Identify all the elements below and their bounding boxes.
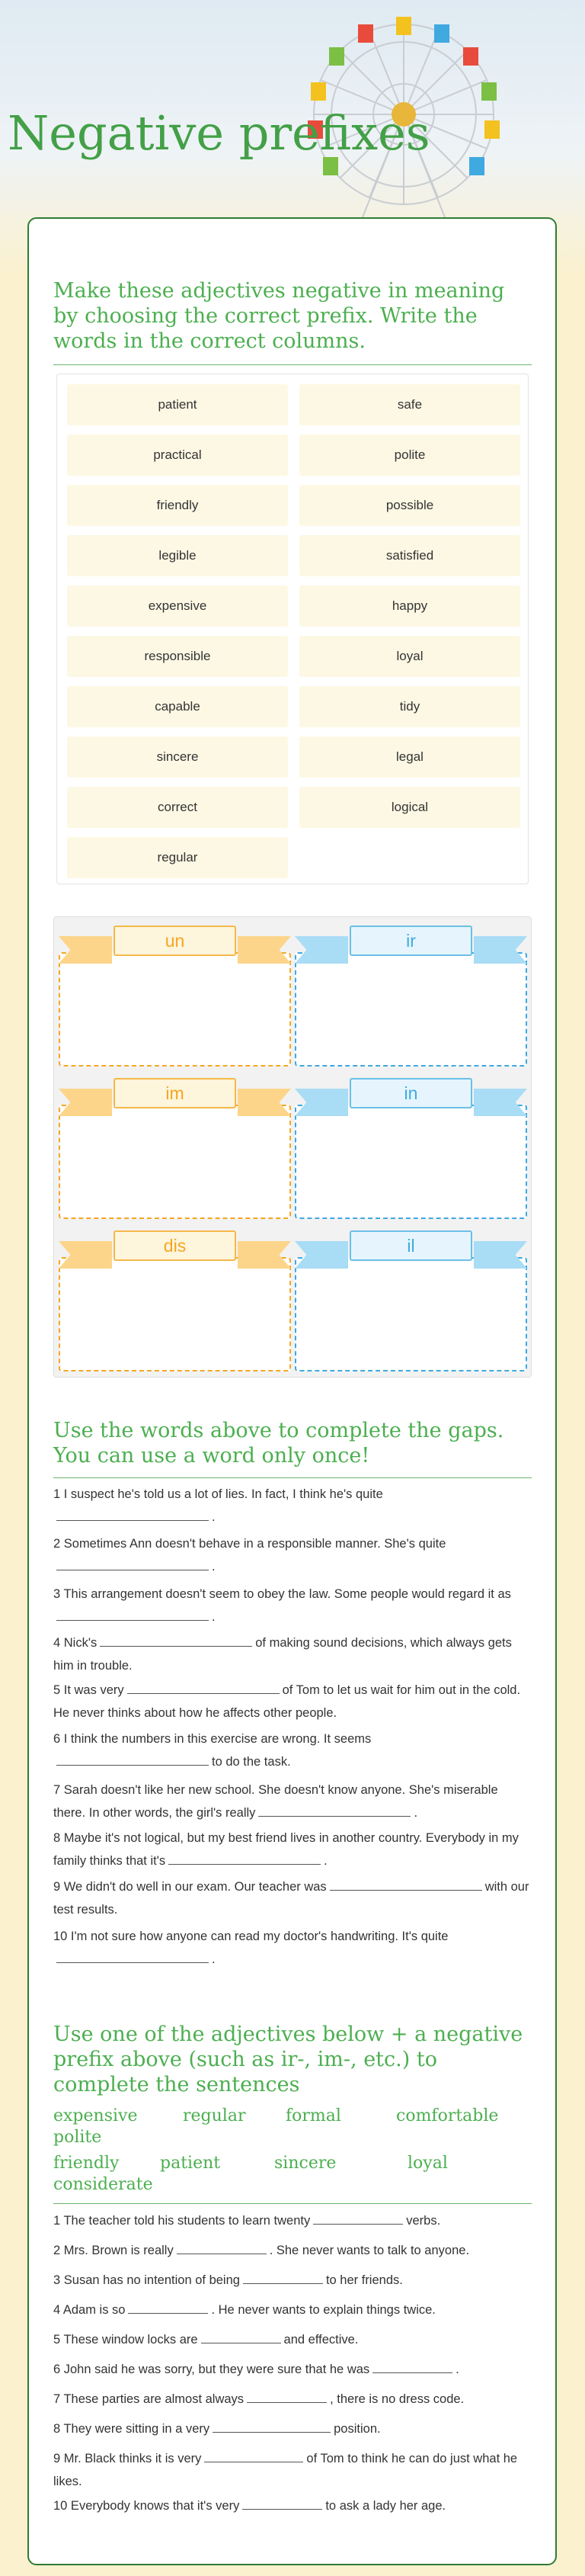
word-chip[interactable]: patient — [67, 384, 288, 425]
prefix-label: un — [113, 925, 236, 956]
sentence-text: 9 We didn't do well in our exam. Our teacher was — [53, 1880, 327, 1894]
prefix-label: dis — [113, 1230, 236, 1261]
gap-input[interactable] — [242, 2496, 322, 2510]
adjective-list — [53, 2153, 533, 2196]
sentence-text: 9 Mr. Black thinks it is very — [53, 2452, 202, 2465]
word-chip[interactable]: possible — [299, 485, 520, 526]
sentence-text: 6 John said he was sorry, but they were sure that he was — [53, 2363, 370, 2376]
drop-zone-im[interactable] — [59, 1105, 291, 1219]
sentence-text: . — [456, 2363, 459, 2376]
gap-sentence — [53, 2417, 533, 2440]
section3-divider — [53, 2203, 532, 2204]
sentence-text: . — [212, 1510, 216, 1524]
section2-divider — [53, 1477, 532, 1478]
word-chip[interactable]: polite — [299, 435, 520, 476]
sentence-text: with our test results. — [53, 1880, 529, 1917]
sentence-text: and effective. — [283, 2333, 359, 2347]
word-chip[interactable]: tidy — [299, 686, 520, 727]
gap-sentence — [53, 1925, 533, 1971]
word-chip[interactable]: legible — [67, 535, 288, 576]
sentence-text: 2 Mrs. Brown is really — [53, 2244, 174, 2257]
prefix-sorting-area — [53, 916, 532, 1378]
sentence-text: position. — [334, 2422, 381, 2436]
gap-input[interactable] — [204, 2449, 303, 2462]
page-title: Negative prefixes — [8, 105, 430, 161]
gap-input[interactable] — [56, 1557, 209, 1570]
sentence-text: 8 They were sitting in a very — [53, 2422, 210, 2436]
gap-sentence — [53, 2269, 533, 2292]
prefix-banner-dis — [59, 1226, 291, 1272]
gap-input[interactable] — [56, 1507, 209, 1521]
sentence-text: 7 These parties are almost always — [53, 2392, 245, 2406]
prefix-banner-un — [59, 921, 291, 967]
adjective-item: formal — [286, 2106, 341, 2125]
gap-sentence — [53, 1779, 533, 1824]
word-chip[interactable]: regular — [67, 837, 288, 878]
gap-input[interactable] — [247, 2389, 327, 2403]
word-chip[interactable]: happy — [299, 585, 520, 627]
word-chip[interactable]: responsible — [67, 636, 288, 677]
sentence-text: . He never wants to explain things twice. — [211, 2303, 436, 2317]
sentence-text: of Tom to let us wait for him out in the cold. He never thinks about how he affects other people. — [53, 1683, 521, 1720]
gap-sentence — [53, 2388, 533, 2411]
drop-zone-ir[interactable] — [295, 952, 527, 1067]
gap-sentence — [53, 1727, 533, 1773]
sentence-text: 10 Everybody knows that it's very — [53, 2499, 240, 2513]
gap-sentence — [53, 1827, 533, 1872]
section1-divider — [53, 364, 532, 365]
adjective-item: loyal — [408, 2154, 448, 2173]
sentence-text: 1 The teacher told his students to learn twenty — [53, 2214, 311, 2228]
sentence-text: . — [212, 1560, 216, 1574]
drop-zone-in[interactable] — [295, 1105, 527, 1219]
word-chip[interactable]: practical — [67, 435, 288, 476]
adjective-item: friendly — [53, 2154, 120, 2173]
gap-sentence — [53, 1679, 533, 1724]
sentence-text: . — [212, 1610, 216, 1624]
gap-input[interactable] — [127, 1680, 280, 1694]
gap-input[interactable] — [56, 1949, 209, 1963]
sentence-text: . — [414, 1806, 418, 1820]
section2-heading: Use the words above to complete the gaps. You can use a word only once! — [53, 1419, 504, 1468]
gap-sentence — [53, 1583, 533, 1628]
gap-input[interactable] — [177, 2241, 267, 2254]
sentence-text: . — [212, 1952, 216, 1966]
gap-input[interactable] — [201, 2330, 281, 2343]
prefix-banner-in — [295, 1073, 527, 1119]
sentence-text: 10 I'm not sure how anyone can read my doctor's handwriting. It's quite — [53, 1930, 449, 1943]
gap-input[interactable] — [168, 1851, 321, 1865]
adjective-item: polite — [53, 2128, 102, 2147]
prefix-banner-im — [59, 1073, 291, 1119]
sentence-text: 8 Maybe it's not logical, but my best friend lives in another country. Everybody in my family thinks that it's — [53, 1831, 519, 1868]
word-chip[interactable]: logical — [299, 787, 520, 828]
word-chip[interactable]: friendly — [67, 485, 288, 526]
gap-input[interactable] — [213, 2419, 331, 2433]
word-chip[interactable]: sincere — [67, 736, 288, 778]
adjective-item: patient — [160, 2154, 221, 2173]
sentence-text: 5 It was very — [53, 1683, 124, 1697]
prefix-label: il — [350, 1230, 472, 1261]
sentence-text: 7 Sarah doesn't like her new school. She doesn't know anyone. She's miserable there. In other words, the girl's really — [53, 1783, 498, 1820]
drop-zone-il[interactable] — [295, 1257, 527, 1371]
gap-input[interactable] — [372, 2359, 452, 2373]
gap-input[interactable] — [243, 2270, 323, 2284]
gap-input[interactable] — [56, 1607, 209, 1621]
word-chip[interactable]: capable — [67, 686, 288, 727]
sentence-text: 3 Susan has no intention of being — [53, 2273, 240, 2287]
word-chip[interactable]: satisfied — [299, 535, 520, 576]
gap-sentence — [53, 2328, 533, 2351]
gap-input[interactable] — [56, 1752, 209, 1766]
drop-zone-un[interactable] — [59, 952, 291, 1067]
gap-input[interactable] — [330, 1877, 482, 1891]
section3-heading: Use one of the adjectives below + a negative prefix above (such as ir-, im-, etc.) to complete the sentences — [53, 2023, 523, 2096]
gap-sentence — [53, 2299, 533, 2321]
sentence-text: verbs. — [406, 2214, 441, 2228]
gap-sentence — [53, 2358, 533, 2381]
sentence-text: 4 Nick's — [53, 1636, 98, 1650]
gap-sentence — [53, 2239, 533, 2262]
adjective-item: sincere — [274, 2154, 337, 2173]
section1-heading: Make these adjectives negative in meaning by choosing the correct prefix. Write the words in the correct columns. — [53, 279, 505, 353]
sentence-text: , there is no dress code. — [330, 2392, 465, 2406]
adjective-item: considerate — [53, 2175, 153, 2194]
gap-sentence — [53, 2494, 533, 2517]
gap-input[interactable] — [313, 2211, 403, 2225]
gap-sentence — [53, 2209, 533, 2232]
gap-sentence — [53, 1483, 533, 1529]
gap-input[interactable] — [128, 2300, 208, 2314]
adjective-item: comfortable — [396, 2106, 499, 2125]
word-bank — [56, 374, 529, 884]
sentence-text: of making sound decisions, which always gets him in trouble. — [53, 1636, 512, 1673]
word-chip[interactable]: legal — [299, 736, 520, 778]
sentence-text: of Tom to think he can do just what he likes. — [53, 2452, 518, 2488]
sentence-text: 3 This arrangement doesn't seem to obey the law. Some people would regard it as — [53, 1587, 511, 1601]
sentence-text: 2 Sometimes Ann doesn't behave in a responsible manner. She's quite — [53, 1537, 446, 1551]
sentence-text: 5 These window locks are — [53, 2333, 198, 2347]
word-chip[interactable]: correct — [67, 787, 288, 828]
prefix-banner-ir — [295, 921, 527, 967]
word-chip[interactable]: loyal — [299, 636, 520, 677]
sentence-text: to her friends. — [325, 2273, 403, 2287]
prefix-label: im — [113, 1078, 236, 1108]
adjective-item: expensive — [53, 2106, 138, 2125]
sentence-text: . She never wants to talk to anyone. — [269, 2244, 470, 2257]
adjective-list — [53, 2106, 533, 2148]
prefix-banner-il — [295, 1226, 527, 1272]
prefix-label: ir — [350, 925, 472, 956]
gap-sentence — [53, 1631, 533, 1677]
sentence-text: to do the task. — [212, 1755, 291, 1769]
sentence-text: 6 I think the numbers in this exercise are wrong. It seems — [53, 1732, 372, 1746]
sentence-text: 4 Adam is so — [53, 2303, 126, 2317]
sentence-text: to ask a lady her age. — [325, 2499, 446, 2513]
gap-input[interactable] — [258, 1803, 411, 1817]
sentence-text: . — [324, 1854, 328, 1868]
gap-sentence — [53, 1875, 533, 1921]
drop-zone-dis[interactable] — [59, 1257, 291, 1371]
gap-sentence — [53, 1532, 533, 1578]
prefix-label: in — [350, 1078, 472, 1108]
gap-sentence — [53, 2447, 533, 2493]
adjective-item: regular — [183, 2106, 246, 2125]
word-chip[interactable]: safe — [299, 384, 520, 425]
sentence-text: 1 I suspect he's told us a lot of lies. In fact, I think he's quite — [53, 1487, 383, 1501]
gap-input[interactable] — [100, 1633, 252, 1647]
word-chip[interactable]: expensive — [67, 585, 288, 627]
